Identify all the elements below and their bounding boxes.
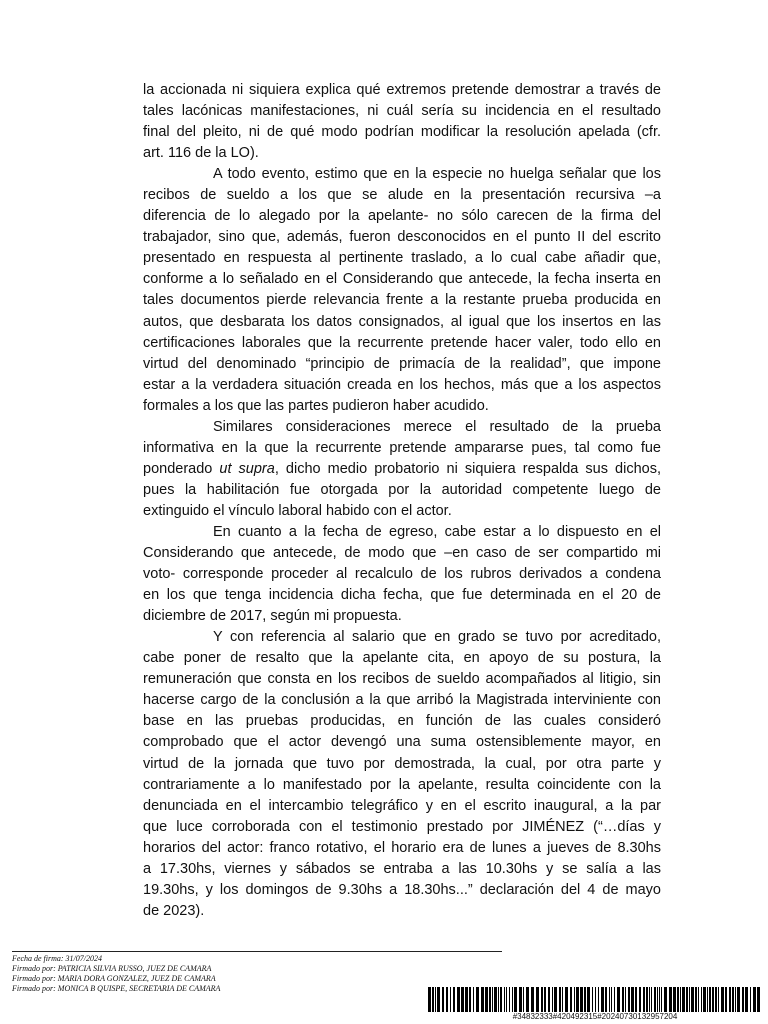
- paragraph: [143, 627, 661, 922]
- text-line: a 17.30hs, viernes y sábados se entraba a las 10.30hs y se salía a las: [143, 860, 661, 877]
- footer-divider: [12, 951, 502, 952]
- text-line: estar a la verdadera situación creada en los hechos, más que a los aspectos: [143, 376, 661, 393]
- barcode-bar: [742, 987, 744, 1012]
- barcode-bar: [519, 987, 522, 1012]
- barcode-bar: [446, 987, 448, 1012]
- text-line: Similares consideraciones merece el resultado de la prueba: [213, 418, 661, 435]
- barcode-bar: [715, 987, 717, 1012]
- barcode-bar: [680, 987, 681, 1012]
- barcode-bar: [707, 987, 708, 1012]
- barcode-bar: [481, 987, 484, 1012]
- text-line: que luce corroborada con el testimonio prestado por JIMÉNEZ (“…días y: [143, 818, 661, 835]
- barcode-bar: [457, 987, 460, 1012]
- barcode-bar: [628, 987, 630, 1012]
- barcode-bar: [476, 987, 479, 1012]
- barcode-bar: [605, 987, 607, 1012]
- barcode-bar: [712, 987, 714, 1012]
- barcode-bar: [709, 987, 711, 1012]
- barcode-bar: [512, 987, 513, 1012]
- paragraph: [143, 80, 661, 164]
- text-line: formales a los que las partes pudieron haber acudido.: [143, 397, 489, 414]
- text-line: cabe poner de resalto que la apelante cita, en apoyo de su postura, la: [143, 650, 661, 667]
- text-line: art. 116 de la LO).: [143, 145, 259, 162]
- text-line: diferencia de lo alegado por la apelante- no sólo carecen de la firma del: [143, 208, 661, 225]
- barcode-bar: [465, 987, 468, 1012]
- barcode: [428, 987, 762, 1023]
- barcode-bar: [664, 987, 667, 1012]
- barcode-bar: [595, 987, 596, 1012]
- text-line: base en las pruebas producidas, en función de las cuales consideró: [143, 713, 661, 730]
- barcode-bar: [592, 987, 593, 1012]
- barcode-bar: [580, 987, 583, 1012]
- barcode-bar: [437, 987, 440, 1012]
- barcode-bar: [701, 987, 702, 1012]
- text-line: horarios del actor: franco rotativo, el horario era de lunes a jueves de 8.30hs: [143, 839, 661, 856]
- barcode-bar: [509, 987, 510, 1012]
- paragraph: [143, 522, 661, 627]
- text-line: en los que tenga incidencia dicha fecha, que fue determinada en el 20 de: [143, 587, 661, 604]
- text-line: denunciada en el intercambio telegráfico y en el escrito inaugural, a la par: [143, 797, 661, 814]
- barcode-bar: [584, 987, 586, 1012]
- text-line: En cuanto a la fecha de egreso, cabe estar a lo dispuesto en el: [213, 523, 661, 540]
- barcode-bar: [725, 987, 727, 1012]
- barcode-bar: [735, 987, 736, 1012]
- text-line: 19.30hs, y los domingos de 9.30hs a 18.30hs...” declaración del 4 de mayo: [143, 881, 661, 898]
- barcode-bar: [576, 987, 579, 1012]
- text-line: informativa en la que la recurrente pretende ampararse pues, tal como fue: [143, 439, 661, 456]
- barcode-bar: [536, 987, 539, 1012]
- text-line: tales documentos pierde relevancia frente a la restante prueba producida en: [143, 292, 661, 309]
- barcode-bar: [473, 987, 474, 1012]
- text-line: Considerando que antecede, de modo que –en caso de ser compartido mi: [143, 545, 661, 562]
- text-line: ponderado ut supra, dicho medio probatorio ni siquiera respalda sus dichos,: [143, 460, 661, 477]
- text-line: voto- corresponde proceder al recalculo de los rubros derivados a condena: [143, 566, 661, 583]
- barcode-bar: [500, 987, 502, 1012]
- text-line: final del pleito, ni de qué modo podrían modificar la resolución apelada (cfr.: [143, 124, 661, 141]
- text-line: extinguido el vínculo laboral habido con el actor.: [143, 502, 452, 519]
- text-line: autos, que desbarata los datos consignados, al igual que los insertos en las: [143, 313, 661, 330]
- barcode-bar: [718, 987, 719, 1012]
- barcode-bar: [492, 987, 493, 1012]
- barcode-bar: [498, 987, 499, 1012]
- barcode-bar: [757, 987, 760, 1012]
- barcode-bar: [691, 987, 694, 1012]
- text-line: pues la habilitación fue otorgada por la autoridad competente luego de: [143, 481, 661, 498]
- text-line: virtud del denominado “principio de primacía de la realidad”, que impone: [143, 355, 661, 372]
- document-body: [143, 80, 661, 922]
- barcode-bar: [651, 987, 652, 1012]
- barcode-bar: [695, 987, 697, 1012]
- barcode-bar: [489, 987, 491, 1012]
- barcode-bar: [622, 987, 624, 1012]
- text-line: la accionada ni siquiera explica qué extremos pretende demostrar a través de: [143, 82, 661, 98]
- text-line: diciembre de 2017, según mi propuesta.: [143, 608, 402, 625]
- text-line: virtud de la jornada que tuvo por demostrada, la cual, por otra parte y: [143, 755, 661, 772]
- barcode-bar: [541, 987, 543, 1012]
- signature-line: Firmado por: MONICA B QUISPE, SECRETARIA DE CAMARA: [12, 984, 221, 993]
- barcode-bar: [737, 987, 740, 1012]
- barcode-bar: [689, 987, 690, 1012]
- barcode-bar: [654, 987, 656, 1012]
- barcode-bar: [450, 987, 451, 1012]
- barcode-bar: [562, 987, 563, 1012]
- barcode-bar: [617, 987, 620, 1012]
- barcode-bar: [552, 987, 553, 1012]
- barcode-bar: [504, 987, 505, 1012]
- barcode-bar: [753, 987, 756, 1012]
- text-line: presentado en respuesta al pertinente traslado, a lo cual cabe añadir que,: [143, 250, 661, 267]
- barcode-bar: [643, 987, 645, 1012]
- barcode-bar: [523, 987, 524, 1012]
- signature-block: [12, 954, 220, 994]
- signature-line: Firmado por: PATRICIA SILVIA RUSSO, JUEZ DE CAMARA: [12, 964, 212, 973]
- barcode-bar: [631, 987, 634, 1012]
- text-line: comprobado que el actor devengó una suma ostensiblemente mayor, en: [143, 734, 661, 751]
- paragraph: [143, 164, 661, 417]
- barcode-bar: [526, 987, 529, 1012]
- barcode-bar: [485, 987, 488, 1012]
- text-line: A todo evento, estimo que en la especie no huelga señalar que los: [213, 166, 661, 183]
- barcode-bar: [453, 987, 455, 1012]
- barcode-bar: [750, 987, 751, 1012]
- barcode-bar: [686, 987, 688, 1012]
- barcode-bar: [531, 987, 534, 1012]
- barcode-bar: [659, 987, 660, 1012]
- barcode-bar: [673, 987, 676, 1012]
- barcode-bar: [745, 987, 748, 1012]
- barcode-bar: [611, 987, 612, 1012]
- barcode-bar: [469, 987, 471, 1012]
- text-line: de 2023).: [143, 902, 205, 919]
- barcode-bar: [657, 987, 658, 1012]
- barcode-bar: [682, 987, 685, 1012]
- barcode-bar: [698, 987, 699, 1012]
- barcode-bar: [554, 987, 557, 1012]
- signature-line: Firmado por: MARIA DORA GONZALEZ, JUEZ DE CAMARA: [12, 974, 216, 983]
- barcode-bar: [442, 987, 444, 1012]
- barcode-bar: [428, 987, 431, 1012]
- barcode-bar: [669, 987, 672, 1012]
- barcode-bar: [548, 987, 550, 1012]
- barcode-bar: [635, 987, 637, 1012]
- barcode-bar: [461, 987, 464, 1012]
- text-line: trabajador, sino que, además, fueron desconocidos en el punto II del escrito: [143, 229, 661, 246]
- barcode-bar: [598, 987, 599, 1012]
- barcode-bar: [614, 987, 615, 1012]
- barcode-bar: [661, 987, 662, 1012]
- barcode-bar: [721, 987, 724, 1012]
- barcode-bar: [565, 987, 568, 1012]
- barcode-bar: [677, 987, 679, 1012]
- barcode-bar: [625, 987, 626, 1012]
- barcode-bar: [570, 987, 572, 1012]
- barcode-bar: [609, 987, 610, 1012]
- signature-date: Fecha de firma: 31/07/2024: [12, 954, 102, 963]
- text-line: hacerse cargo de la conclusión a la que arribó la Magistrada interviniente con: [143, 692, 661, 709]
- text-line: contrariamente a lo manifestado por la apelante, resulta coincidente con la: [143, 776, 661, 793]
- text-line: tales lacónicas manifestaciones, ni cuál sería su incidencia en el resultado: [143, 103, 661, 120]
- text-line: recibos de sueldo a los que se alude en la presentación recursiva –a: [143, 187, 661, 204]
- barcode-bar: [432, 987, 434, 1012]
- barcode-bar: [559, 987, 561, 1012]
- text-line: remuneración que consta en los recibos de sueldo acompañados al litigio, sin: [143, 671, 661, 688]
- barcode-bar: [574, 987, 575, 1012]
- barcode-bar: [646, 987, 648, 1012]
- barcode-bar: [732, 987, 734, 1012]
- barcode-bar: [729, 987, 731, 1012]
- barcode-bar: [514, 987, 517, 1012]
- barcode-bar: [506, 987, 507, 1012]
- barcode-bar: [601, 987, 604, 1012]
- text-line: certificaciones laborales que la recurrente pretende hacer valer, todo ello en: [143, 334, 661, 351]
- text-line: Y con referencia al salario que en grado se tuvo por acreditado,: [213, 629, 661, 646]
- barcode-bar: [587, 987, 590, 1012]
- barcode-bar: [544, 987, 546, 1012]
- barcode-number: #34832333#420492315#20240730132957204: [428, 1012, 762, 1022]
- barcode-bar: [639, 987, 641, 1012]
- barcode-bar: [649, 987, 650, 1012]
- text-line: conforme a lo señalado en el Considerando que antecede, la fecha inserta en: [143, 271, 661, 288]
- barcode-bar: [494, 987, 497, 1012]
- barcode-bar: [435, 987, 436, 1012]
- barcode-bar: [703, 987, 706, 1012]
- paragraph: [143, 417, 661, 522]
